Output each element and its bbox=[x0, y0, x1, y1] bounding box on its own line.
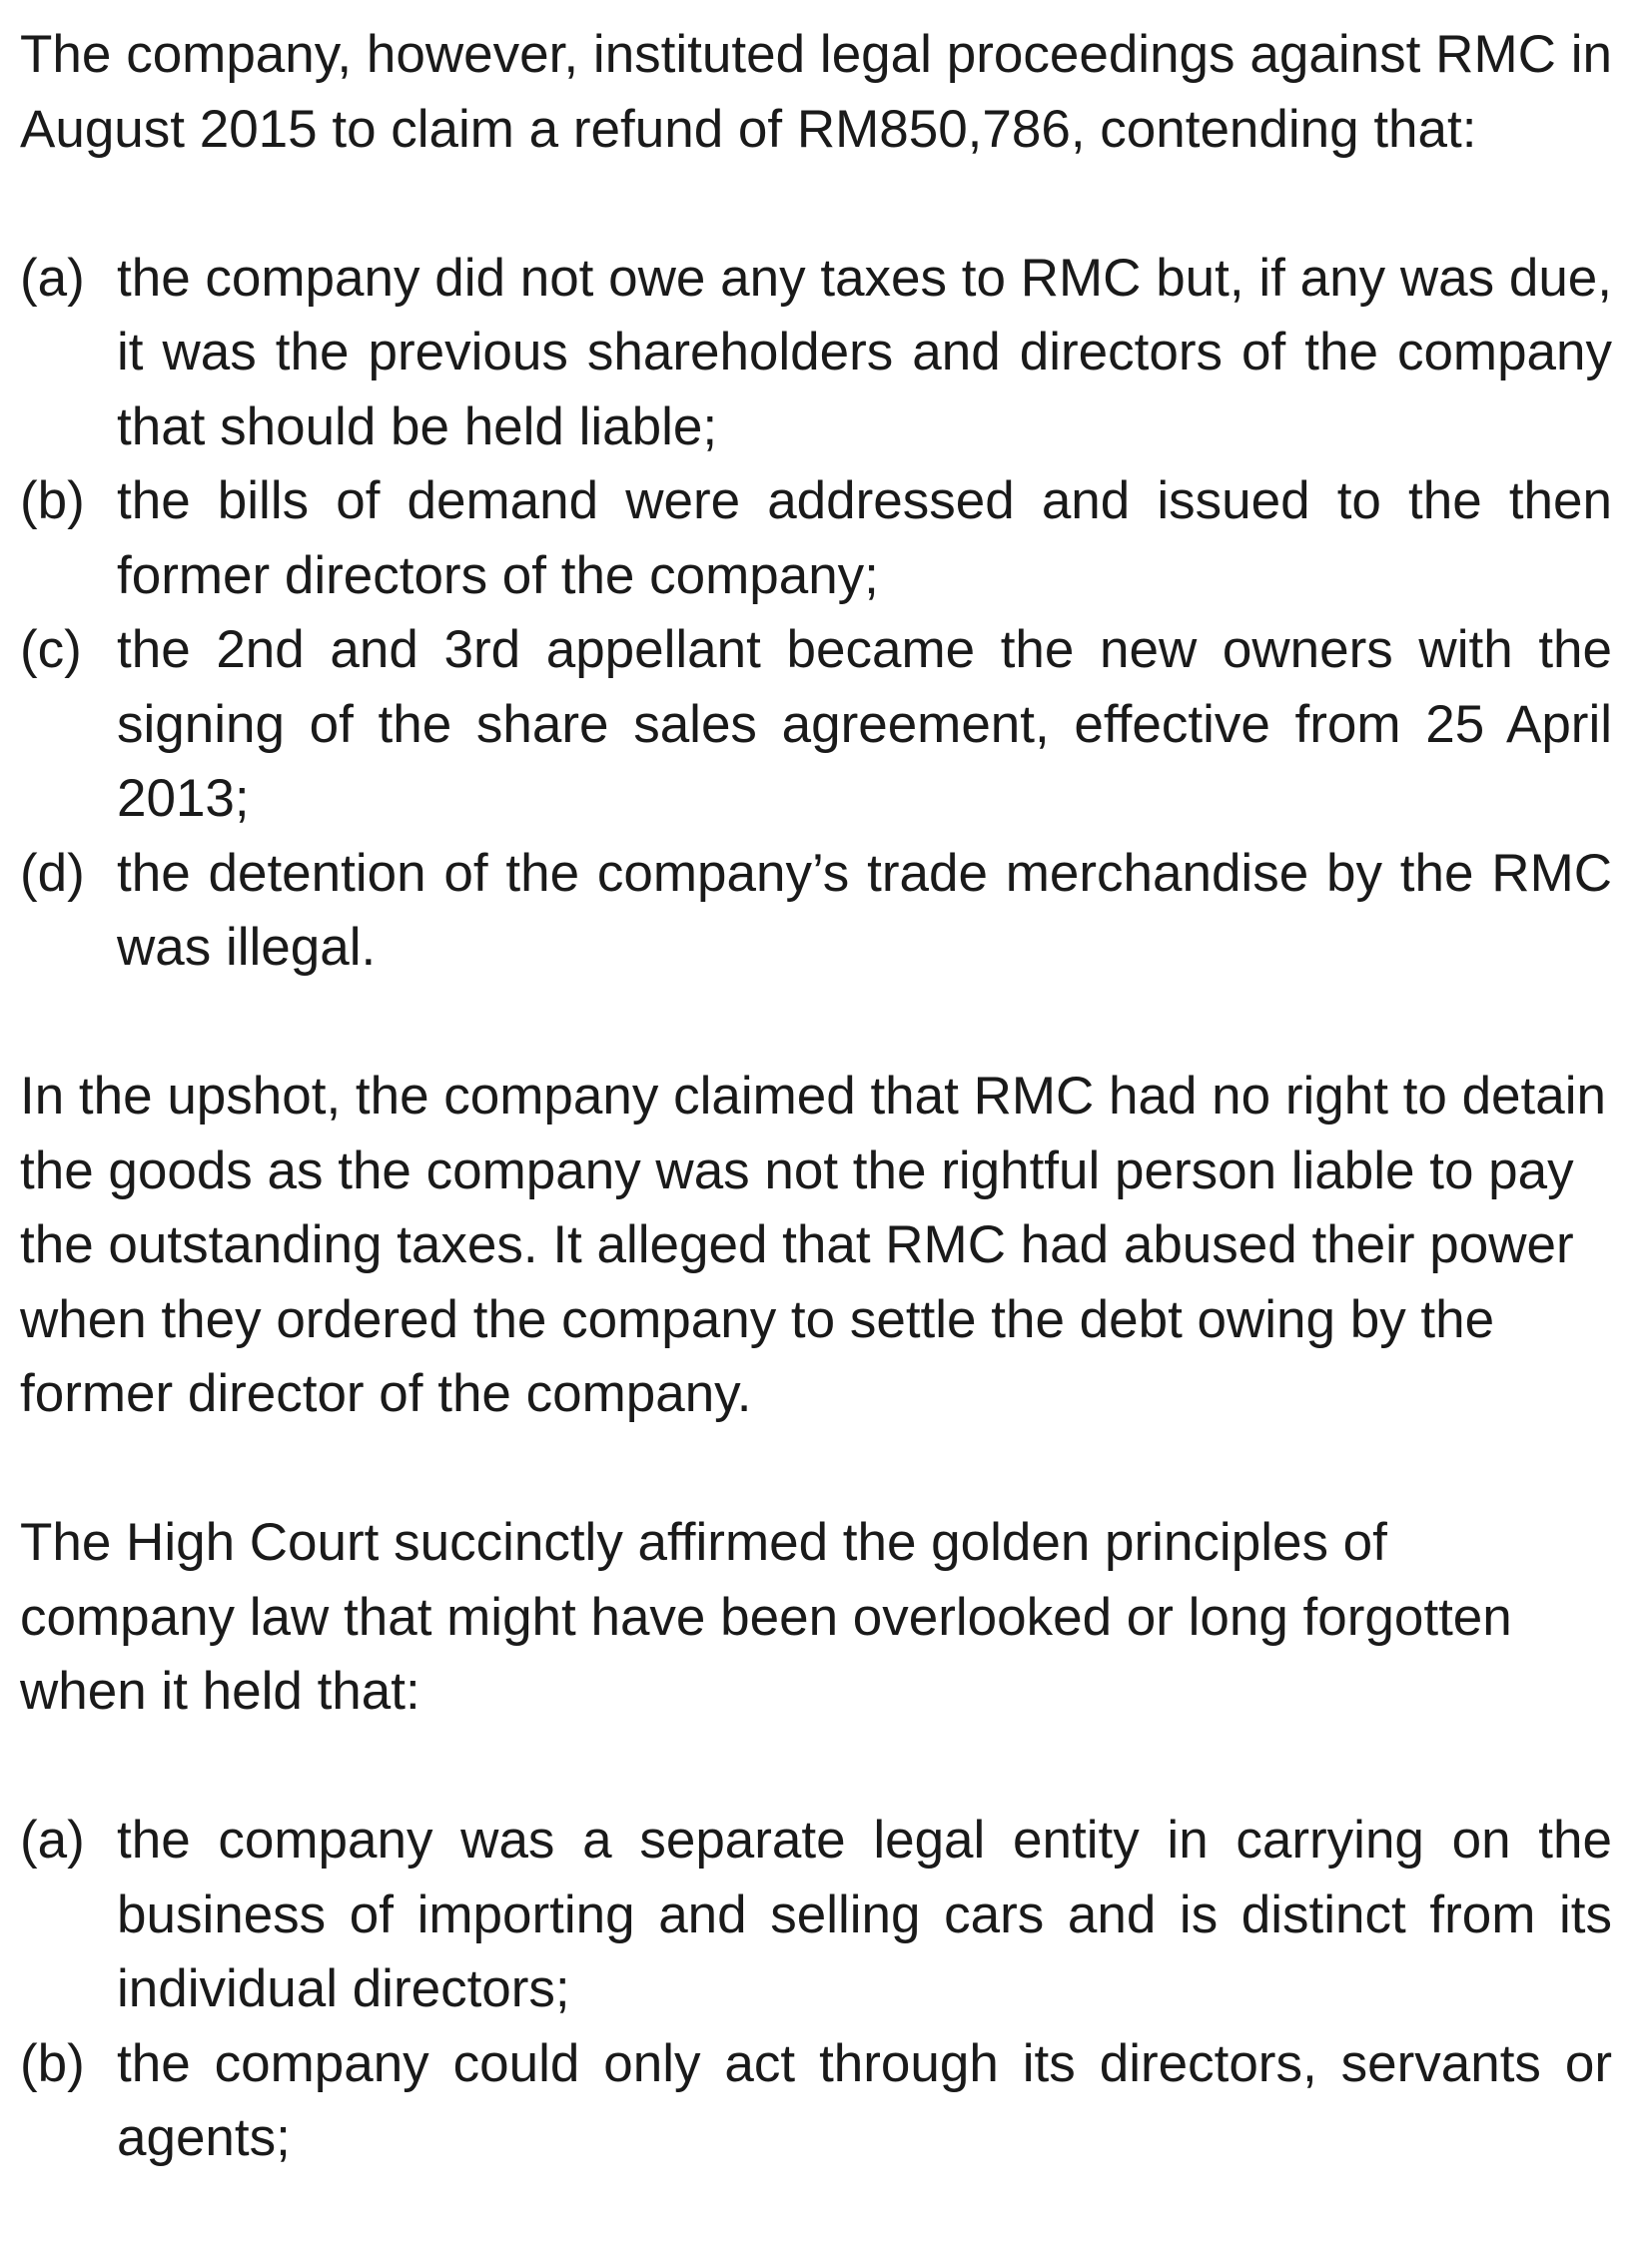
list-item-text: the detention of the company’s trade merchandise by the RMC was illegal. bbox=[117, 843, 1612, 977]
list-item bbox=[20, 2027, 1612, 2176]
list-marker: (b) bbox=[20, 2033, 85, 2093]
paragraph-gap bbox=[20, 167, 1612, 242]
list-item bbox=[20, 1804, 1612, 2027]
list-item bbox=[20, 242, 1612, 465]
paragraph-gap bbox=[20, 1730, 1612, 1805]
list-marker: (d) bbox=[20, 843, 85, 903]
paragraph-high-court: The High Court succinctly affirmed the golden principles of company law that might have been overlooked or long forgotten when it held that: bbox=[20, 1513, 1512, 1721]
paragraph-gap bbox=[20, 1432, 1612, 1507]
list-marker: (c) bbox=[20, 620, 82, 679]
holdings-list bbox=[20, 1804, 1612, 2176]
list-item bbox=[20, 837, 1612, 986]
list-item-text: the company was a separate legal entity in carrying on the business of importing and selling cars and is distinct from its individual directors; bbox=[117, 1811, 1612, 2018]
list-marker: (b) bbox=[20, 471, 85, 530]
list-marker: (a) bbox=[20, 248, 85, 308]
paragraph-upshot: In the upshot, the company claimed that RMC had no right to detain the goods as the company was not the rightful person liable to pay the outstanding taxes. It alleged that RMC had abused their power when they ordered the company to settle the debt owing by the former director of the company. bbox=[20, 1067, 1606, 1423]
list-item-text: the 2nd and 3rd appellant became the new owners with the signing of the share sales agreement, effective from 25 April 2013; bbox=[117, 620, 1612, 828]
list-item-text: the company could only act through its directors, servants or agents; bbox=[117, 2033, 1612, 2167]
document-page bbox=[20, 18, 1612, 2176]
list-marker: (a) bbox=[20, 1811, 85, 1870]
paragraph-proceedings: The company, however, instituted legal proceedings against RMC in August 2015 to claim a refund of RM850,786, contending that: bbox=[20, 25, 1612, 159]
list-item bbox=[20, 613, 1612, 837]
contentions-list bbox=[20, 242, 1612, 986]
list-item-text: the company did not owe any taxes to RMC but, if any was due, it was the previous shareholders and directors of the company that should be held liable; bbox=[117, 248, 1612, 456]
paragraph-gap bbox=[20, 986, 1612, 1061]
list-item-text: the bills of demand were addressed and issued to the then former directors of the company; bbox=[117, 471, 1612, 605]
list-item bbox=[20, 464, 1612, 613]
